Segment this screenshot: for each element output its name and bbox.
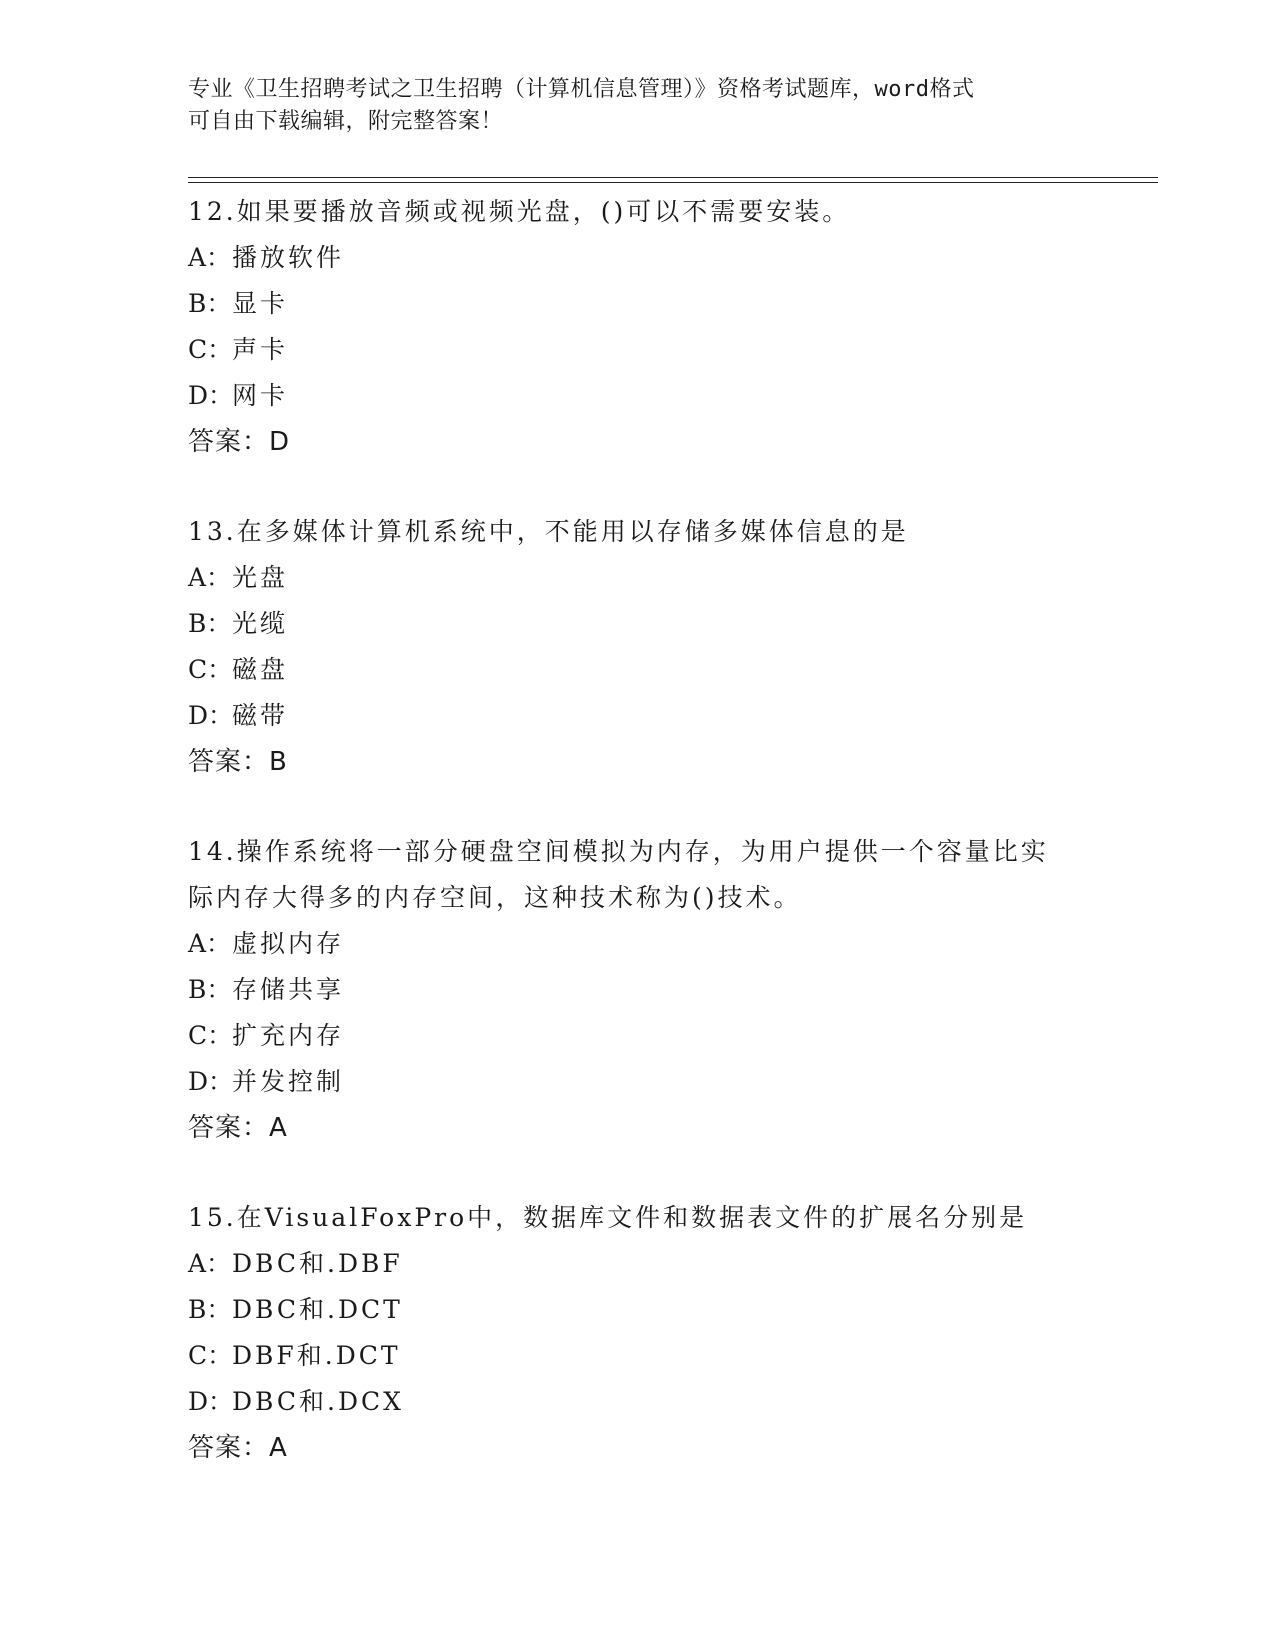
question-12 [188,189,1088,465]
option-text: 存储共享 [232,975,345,1004]
option-a [188,235,1088,281]
option-text: 光缆 [232,609,289,638]
option-text: 光盘 [232,563,289,592]
question-text: 12.如果要播放音频或视频光盘，()可以不需要安装。 [188,197,851,226]
question-15 [188,1195,1088,1471]
answer-line: 答案：A [188,1113,288,1143]
answer-line: 答案：B [188,747,288,777]
header-line-1: 专业《卫生招聘考试之卫生招聘（计算机信息管理）》资格考试题库，word格式 [188,77,975,102]
option-text: 显卡 [232,289,289,318]
option-c [188,1013,1088,1059]
option-text: 扩充内存 [232,1021,345,1050]
option-text: DBF和.DCT [232,1341,401,1370]
question-13 [188,509,1088,785]
option-text: 并发控制 [232,1067,345,1096]
option-b [188,281,1088,327]
option-letter: A： [188,563,232,592]
option-letter: C： [188,1341,233,1370]
option-d [188,693,1088,739]
header-line-2: 可自由下载编辑，附完整答案！ [188,109,504,134]
option-text: DBC和.DCX [232,1387,404,1416]
question-text-line-2: 际内存大得多的内存空间，这种技术称为()技术。 [188,883,802,912]
option-text: 磁带 [232,701,289,730]
option-c [188,647,1088,693]
question-text-line-1: 14.操作系统将一部分硬盘空间模拟为内存，为用户提供一个容量比实 [188,837,1049,866]
option-text: 声卡 [232,335,289,364]
option-b [188,967,1088,1013]
option-a [188,1241,1088,1287]
answer-line: 答案：D [188,427,291,457]
option-d [188,1379,1088,1425]
option-letter: C： [188,1021,233,1050]
option-letter: D： [188,1067,234,1096]
option-a [188,921,1088,967]
option-b [188,1287,1088,1333]
option-b [188,601,1088,647]
option-a [188,555,1088,601]
option-text: DBC和.DBF [232,1249,403,1278]
option-letter: A： [188,243,232,272]
option-d [188,373,1088,419]
question-text: 15.在VisualFoxPro中，数据库文件和数据表文件的扩展名分别是 [188,1203,1028,1232]
header-divider-bottom [188,182,1158,183]
option-letter: B： [188,289,232,318]
document-header [188,74,1068,138]
answer-line: 答案：A [188,1433,288,1463]
option-letter: B： [188,1295,232,1324]
option-letter: A： [188,1249,232,1278]
option-letter: D： [188,381,234,410]
question-text: 13.在多媒体计算机系统中，不能用以存储多媒体信息的是 [188,517,909,546]
option-text: DBC和.DCT [232,1295,403,1324]
option-letter: B： [188,609,232,638]
option-text: 虚拟内存 [232,929,345,958]
option-letter: C： [188,335,233,364]
option-letter: D： [188,701,234,730]
option-letter: C： [188,655,233,684]
question-14 [188,829,1088,1151]
option-c [188,1333,1088,1379]
option-text: 磁盘 [232,655,289,684]
option-c [188,327,1088,373]
option-text: 播放软件 [232,243,345,272]
option-letter: B： [188,975,232,1004]
option-text: 网卡 [232,381,289,410]
header-divider-top [188,177,1158,178]
option-letter: A： [188,929,232,958]
option-d [188,1059,1088,1105]
option-letter: D： [188,1387,234,1416]
